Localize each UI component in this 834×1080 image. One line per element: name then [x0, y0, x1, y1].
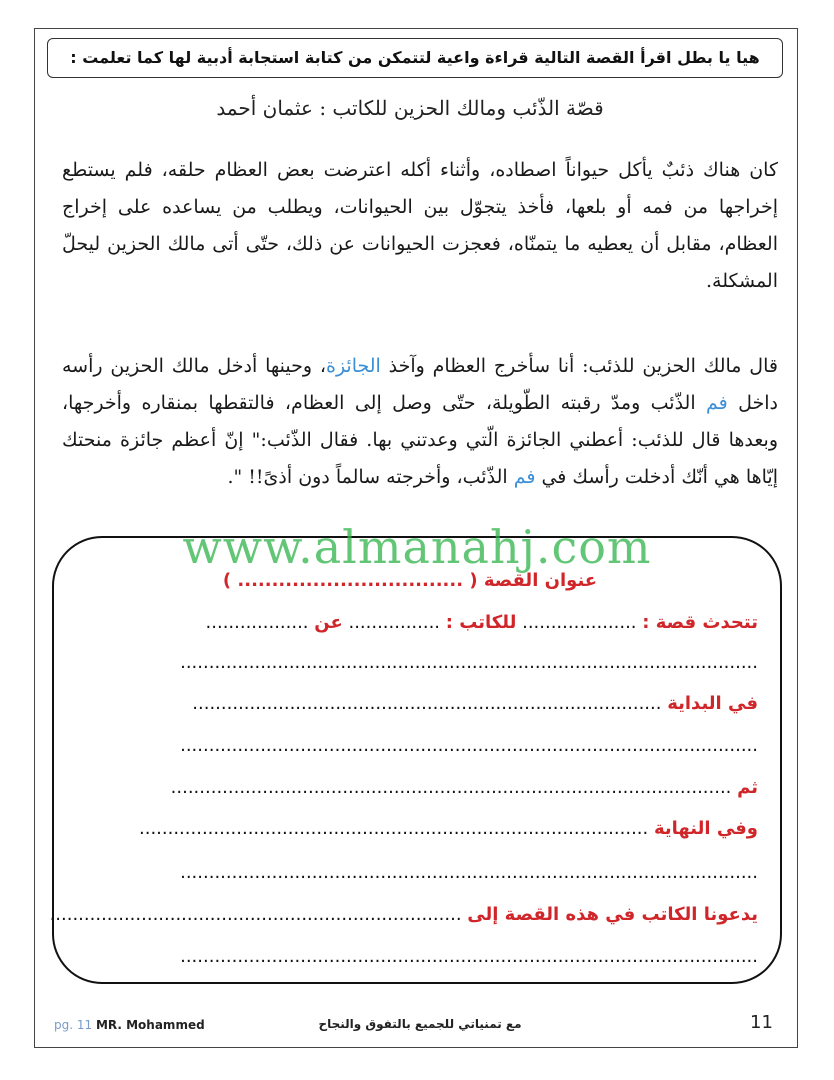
about-label: عن [314, 612, 343, 633]
footer-left [54, 1018, 205, 1032]
beginning-dots: .................................................................................. [192, 693, 668, 714]
watermark: www.almanahj.com [182, 520, 652, 574]
instruction-text: هيا يا بطل اقرأ القصة التالية قراءة واعية لتتمكن من كتابة استجابة أدبية لها كما تعلمت : [70, 48, 760, 67]
ending-field[interactable] [118, 818, 758, 839]
title-field-label: عنوان القصة [483, 570, 598, 591]
dots: ..................................................................................................... [180, 652, 758, 673]
dotted-line-3[interactable] [118, 862, 758, 883]
beginning-label: في البداية [667, 693, 758, 714]
dots: ..................................................................................................... [180, 735, 758, 756]
story-title-field[interactable] [150, 570, 670, 591]
dotted-line-1[interactable] [118, 652, 758, 673]
beginning-field[interactable] [118, 693, 758, 714]
dots: ..................................................................................................... [180, 946, 758, 967]
ending-dots: ......................................................................................... [139, 818, 654, 839]
p2-part-a: قال مالك الحزين للذئب: أنا سأخرج العظام وآخذ [380, 355, 778, 377]
ending-label: وفي النهاية [653, 818, 758, 839]
author-invite-field[interactable] [49, 904, 758, 925]
title-field-blank: ( ................................. ) [222, 570, 478, 591]
story-paragraph-1: كان هناك ذئبٌ يأكل حيواناً اصطاده، وأثناء أكله اعترضت بعض العظام حلقه، فلم يستطع إخراجها من فمه أو بلعها، فأخذ يتجوّل بين الحيوانات، ويطلب من يساعده على إخراج العظام، مقابل أن يعطيه ما يتمنّاه، فعجزت الحيوانات عن ذلك، حتّى أتى مالك الحزين ليحلّ المشكلة. [62, 159, 778, 292]
then-dots: .................................................................................................. [170, 777, 738, 798]
p2-part-d: الذّئب، وأخرجته سالماً دون أذىً!! ". [227, 466, 514, 488]
story-paragraph-2 [62, 348, 778, 496]
then-label: ثم [737, 777, 758, 798]
dotted-line-4[interactable] [118, 946, 758, 967]
page-number: 11 [750, 1012, 773, 1033]
p2-part-b: ، وحينها أدخل مالك الحزين رأسه داخل [62, 355, 778, 414]
invite-label: يدعونا الكاتب في هذه القصة إلى [467, 904, 758, 925]
invite-dots: ........................................................................ [49, 904, 468, 925]
talk-dots: .................... [516, 612, 643, 633]
highlight-mouth-1: فم [706, 392, 728, 414]
story-title: قصّة الذّئب ومالك الحزين للكاتب : عثمان أحمد [216, 96, 604, 120]
p2-part-c: الذّئب ومدّ رقبته الطّويلة، حتّى وصل إلى العظام، فالتقطها بمنقاره وأخرجها، وبعدها قال للذئب: أعطني الجائزة الّتي وعدتني بها. فقال الذّئب:" إنّ أعظم جائزة منحتك إيّاها هي أنّك أدخلت رأسك في [62, 392, 778, 488]
story-topic-field[interactable] [118, 612, 758, 633]
dotted-line-2[interactable] [118, 735, 758, 756]
dots: ..................................................................................................... [180, 862, 758, 883]
author-name: MR. Mohammed [95, 1018, 205, 1032]
highlight-mouth-2: فم [513, 466, 536, 488]
footer-motto: مع تمنياتي للجميع بالتفوق والنجاح [318, 1017, 522, 1031]
author-dots: ................ [342, 612, 446, 633]
about-dots: .................. [205, 612, 315, 633]
author-label: للكاتب : [445, 612, 517, 633]
highlight-prize: الجائزة [325, 355, 381, 377]
page-ref: pg. 11 [54, 1018, 93, 1032]
talk-label: تتحدث قصة : [642, 612, 758, 633]
then-field[interactable] [118, 777, 758, 798]
instruction-box [47, 38, 783, 78]
